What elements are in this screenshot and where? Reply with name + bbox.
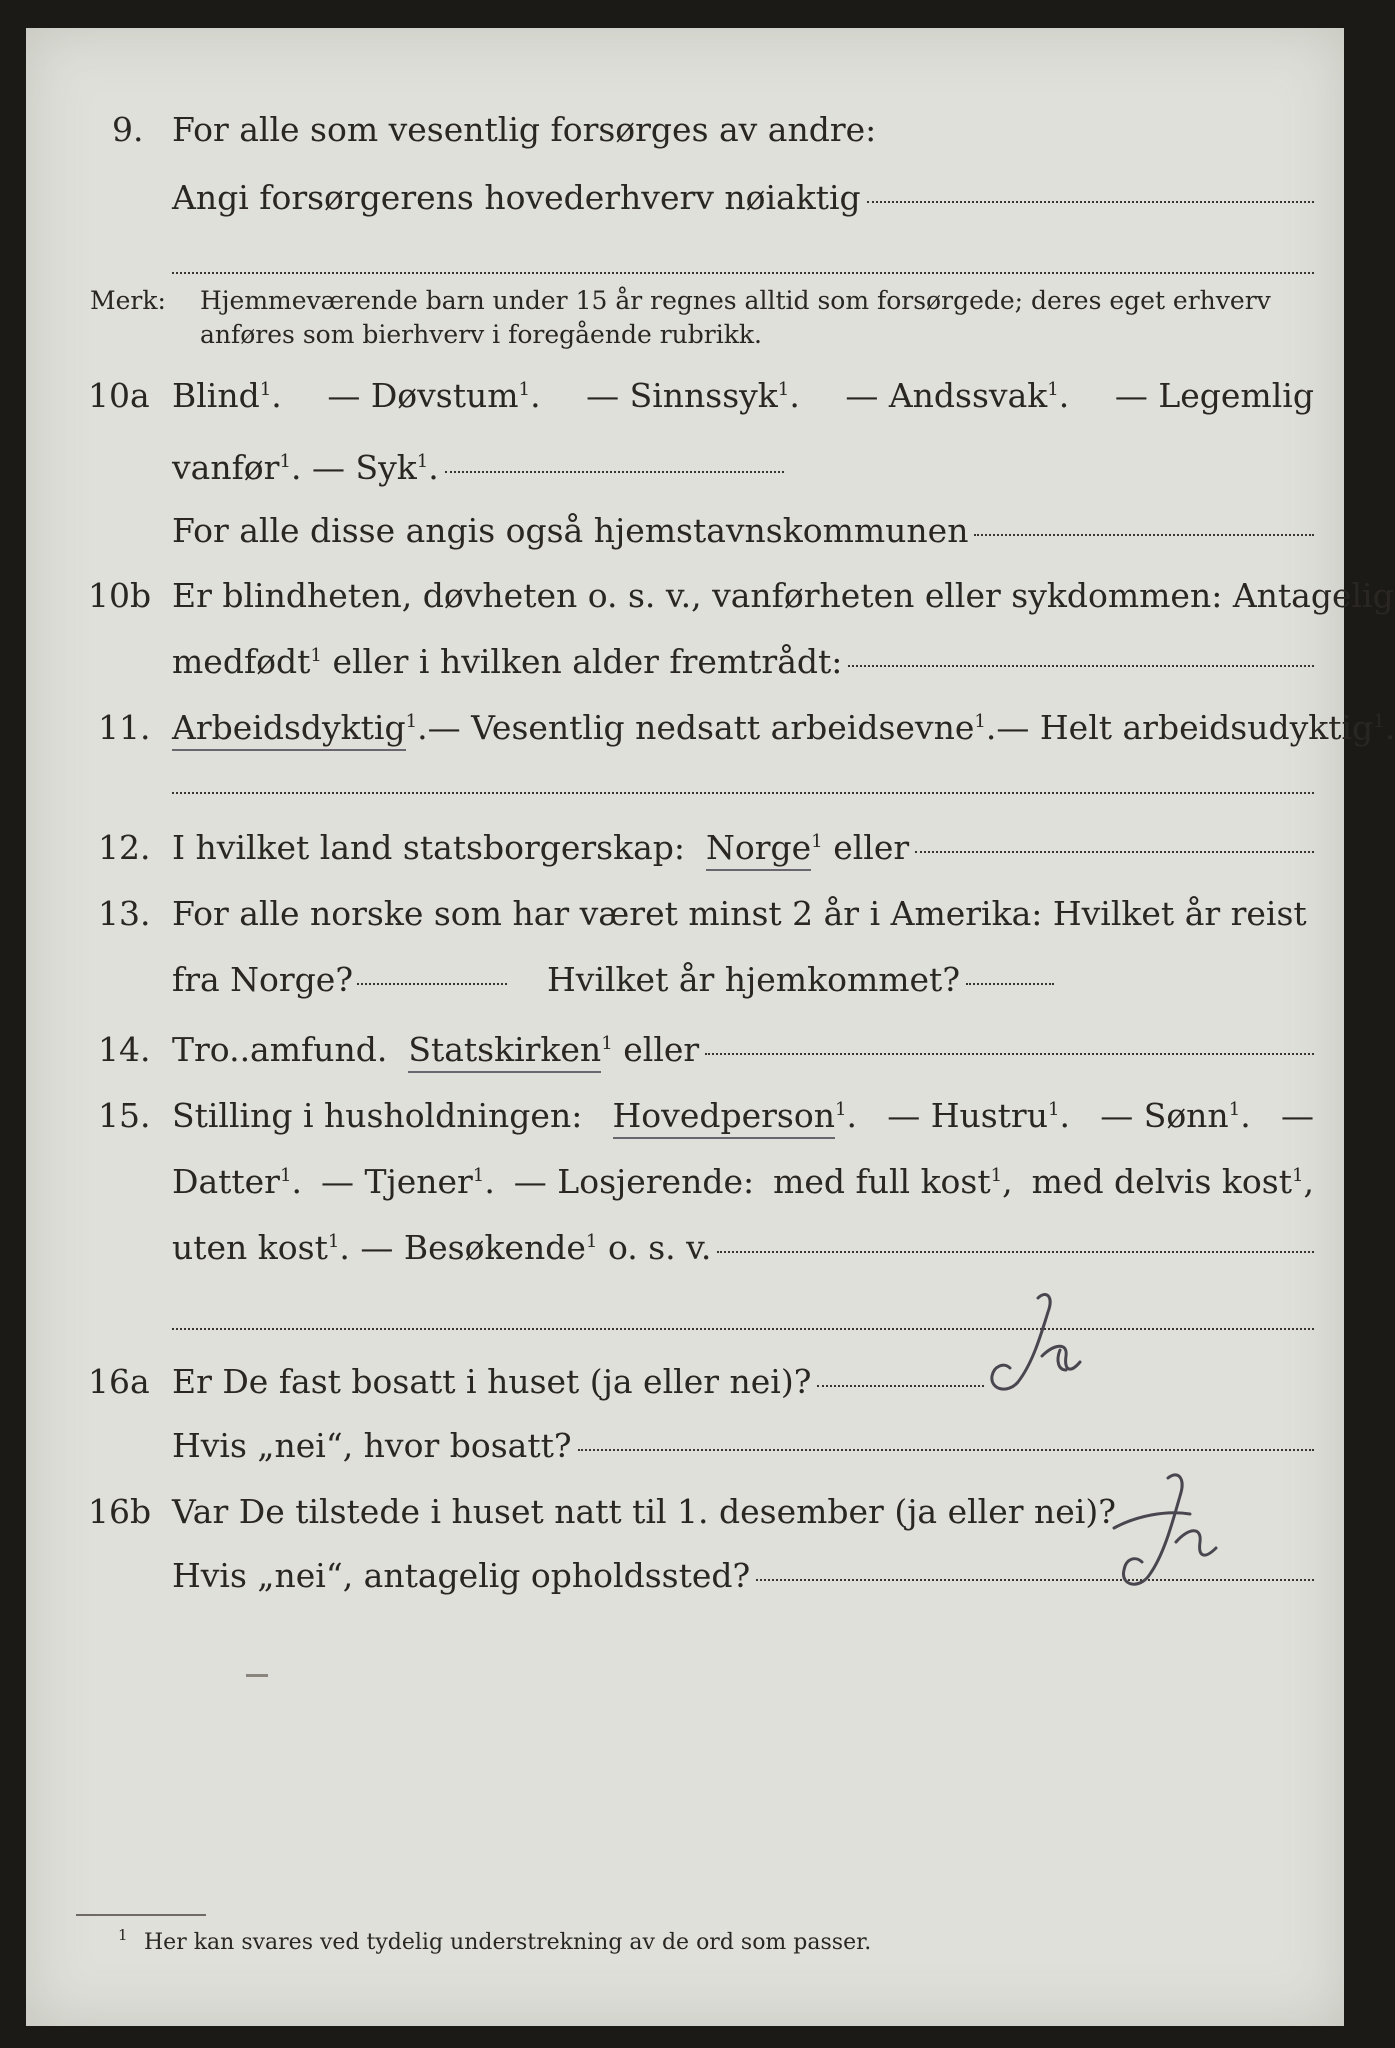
q13-number: 13. bbox=[98, 894, 151, 933]
footnote-reference-mark: 1 bbox=[310, 645, 322, 666]
q10a-option-andssvak: — Andssvak$^1$. bbox=[845, 376, 1070, 415]
q11-answer-line[interactable] bbox=[172, 792, 1314, 794]
q15-option-tjener: — Tjener$^1$. bbox=[320, 1162, 495, 1201]
q10a-option-legemlig: — Legemlig bbox=[1114, 376, 1314, 415]
q14-question: Tro..amfund. bbox=[172, 1030, 388, 1069]
q14-answer-line[interactable] bbox=[705, 1053, 1314, 1055]
footnote-reference-mark: 1 bbox=[811, 831, 823, 852]
q16b-handwritten-ja bbox=[1106, 1468, 1226, 1608]
footnote-reference-mark: 1 bbox=[1047, 1099, 1060, 1120]
q12-eller: eller bbox=[833, 828, 910, 867]
q10b-option-medfodt: medfødt$^1$ eller i hvilken alder fremtrådt: bbox=[172, 642, 843, 681]
footnote-reference-mark: 1 bbox=[777, 379, 790, 400]
footnote-reference-mark: 1 bbox=[1373, 711, 1385, 732]
q10a-option-dovstum: — Døvstum$^1$. bbox=[327, 376, 541, 415]
merk-line-1: Hjemmeværende barn under 15 år regnes alltid som forsørgede; deres eget erhverv bbox=[200, 286, 1271, 315]
q16b-followup-answer-line[interactable] bbox=[756, 1579, 1314, 1581]
q10b-answer-line[interactable] bbox=[848, 665, 1314, 667]
q9-number: 9. bbox=[112, 110, 144, 149]
q12-option-norge: Norge$^1$ bbox=[706, 828, 823, 867]
q15-option-sonn: — Sønn$^1$. bbox=[1100, 1096, 1251, 1135]
q15-option-besokende: — Besøkende$^1$ bbox=[360, 1228, 598, 1267]
q10a-option-blind: Blind$^1$. bbox=[172, 376, 282, 415]
footnote-reference-mark: 1 bbox=[974, 711, 986, 732]
q16a-followup: Hvis „nei“, hvor bosatt? bbox=[172, 1426, 572, 1465]
q15-number: 15. bbox=[98, 1096, 151, 1135]
q11-number: 11. bbox=[98, 708, 151, 747]
q9-instruction: Angi forsørgerens hovederhverv nøiaktig bbox=[172, 178, 861, 217]
q11-option-arbeidsdyktig: Arbeidsdyktig$^1$. bbox=[172, 708, 428, 747]
q10b-number: 10b bbox=[88, 576, 152, 615]
q15-option-uten-kost: uten kost$^1$. bbox=[172, 1228, 350, 1267]
q10b-question: Er blindheten, døvheten o. s. v., vanførheten eller sykdommen: Antagelig bbox=[172, 576, 1394, 615]
q13-question: For alle norske som har været minst 2 år i Amerika: Hvilket år reist bbox=[172, 894, 1307, 933]
q12-question: I hvilket land statsborgerskap: bbox=[172, 828, 686, 867]
q15-option-datter: Datter$^1$. bbox=[172, 1162, 303, 1201]
footnote-reference-mark: 1 bbox=[259, 379, 272, 400]
merk-line-2: anføres som bierhverv i foregående rubrikk. bbox=[200, 320, 762, 349]
q14-option-statskirken: Statskirken$^1$ bbox=[408, 1030, 612, 1069]
footnote-reference-mark: 1 bbox=[416, 451, 429, 472]
q10a-syk-answer-line[interactable] bbox=[445, 471, 784, 473]
q15-answer-line-2[interactable] bbox=[172, 1328, 1314, 1330]
q15-option-hovedperson: Hovedperson$^1$. bbox=[613, 1096, 857, 1135]
footnote-reference-mark: 1 bbox=[1047, 379, 1059, 400]
q10a-number: 10a bbox=[88, 376, 150, 415]
q12-number: 12. bbox=[98, 828, 151, 867]
footnote-reference-mark: 1 bbox=[279, 451, 291, 472]
footnote-text: Her kan svares ved tydelig understrekning av de ord som passer. bbox=[144, 1930, 872, 1955]
q15-option-full-kost: med full kost$^1$, bbox=[773, 1162, 1013, 1201]
merk-label: Merk: bbox=[90, 286, 166, 315]
footnote-reference-mark: 1 bbox=[601, 1033, 613, 1054]
footnote-reference-mark: 1 bbox=[1291, 1165, 1304, 1186]
q10a-hjemstavn-question: For alle disse angis også hjemstavnskommunen bbox=[172, 511, 969, 550]
q9-answer-line[interactable] bbox=[867, 201, 1314, 203]
footnote-reference-mark: 1 bbox=[1228, 1099, 1241, 1120]
q13-reist-answer-line[interactable] bbox=[357, 983, 507, 985]
q15-losjerende-label: — Losjerende: bbox=[513, 1162, 755, 1201]
q10a-option-vanfor: vanfør$^1$. — Syk$^1$. bbox=[172, 448, 439, 487]
q16a-question: Er De fast bosatt i huset (ja eller nei)? bbox=[172, 1362, 812, 1401]
footnote-reference-mark: 1 bbox=[990, 1165, 1003, 1186]
footnote-reference-mark: 1 bbox=[405, 711, 418, 732]
q16b-followup: Hvis „nei“, antagelig opholdssted? bbox=[172, 1556, 751, 1595]
q15-option-hustru: — Hustru$^1$. bbox=[887, 1096, 1071, 1135]
q15-osv: o. s. v. bbox=[607, 1228, 712, 1267]
stray-mark bbox=[246, 1674, 268, 1677]
q14-eller: eller bbox=[623, 1030, 700, 1069]
q15-question: Stilling i husholdningen: bbox=[172, 1096, 583, 1135]
q11-option-udyktig: — Helt arbeidsudyktig$^1$. bbox=[996, 708, 1395, 747]
footnote-reference-mark: 1 bbox=[834, 1099, 847, 1120]
census-form-page bbox=[26, 28, 1395, 2026]
footnote-reference-mark: 1 bbox=[472, 1165, 485, 1186]
footnote-mark: 1 bbox=[118, 1926, 128, 1944]
footnote-reference-mark: 1 bbox=[279, 1165, 292, 1186]
q16b-number: 16b bbox=[88, 1492, 152, 1531]
footnote-reference-mark: 1 bbox=[518, 379, 531, 400]
q12-answer-line[interactable] bbox=[915, 851, 1314, 853]
q14-number: 14. bbox=[98, 1030, 151, 1069]
q13-hjemkommet-answer-line[interactable] bbox=[966, 983, 1054, 985]
q13-hjemkommet-label: Hvilket år hjemkommet? bbox=[547, 960, 961, 999]
q16a-followup-answer-line[interactable] bbox=[578, 1449, 1314, 1451]
q15-option-delvis-kost: med delvis kost$^1$, bbox=[1031, 1162, 1314, 1201]
q16b-question: Var De tilstede i huset natt til 1. desember (ja eller nei)? bbox=[172, 1492, 1116, 1531]
footnote-rule bbox=[76, 1914, 206, 1916]
q9-answer-line-2[interactable] bbox=[172, 272, 1314, 274]
footnote-reference-mark: 1 bbox=[327, 1231, 340, 1252]
footnote-reference-mark: 1 bbox=[585, 1231, 598, 1252]
q16a-handwritten-ja bbox=[976, 1290, 1096, 1410]
q16a-answer-line[interactable] bbox=[817, 1385, 984, 1387]
q13-reist-label: fra Norge? bbox=[172, 960, 354, 999]
q15-dash: — bbox=[1280, 1096, 1314, 1135]
q11-option-nedsatt: — Vesentlig nedsatt arbeidsevne$^1$. bbox=[427, 708, 997, 747]
q16a-number: 16a bbox=[88, 1362, 150, 1401]
q9-question: For alle som vesentlig forsørges av andre: bbox=[172, 110, 877, 149]
q15-answer-line[interactable] bbox=[717, 1251, 1314, 1253]
q10a-hjemstavn-answer-line[interactable] bbox=[974, 534, 1314, 536]
q10a-option-sinnssyk: — Sinnssyk$^1$. bbox=[586, 376, 800, 415]
